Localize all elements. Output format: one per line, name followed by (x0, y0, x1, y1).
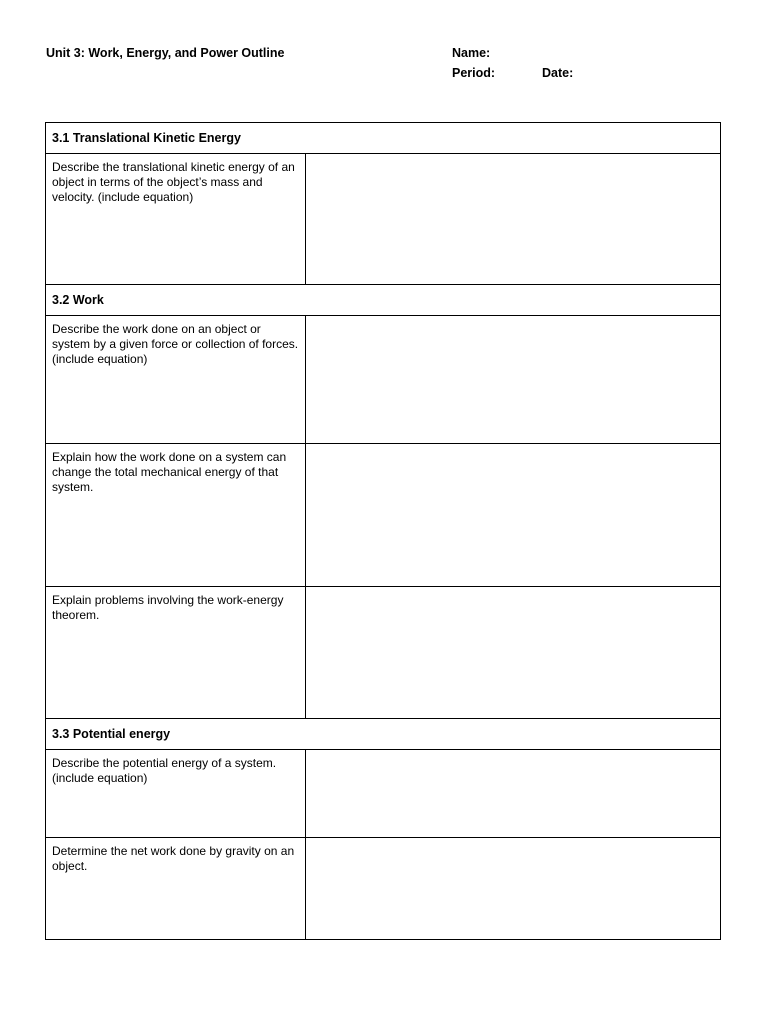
table-row (46, 587, 721, 719)
table-row (46, 838, 721, 940)
section-header-row (46, 285, 721, 316)
prompt-cell: Describe the potential energy of a system. (include equation) (46, 750, 306, 838)
section-header-row (46, 123, 721, 154)
answer-cell[interactable] (306, 750, 721, 838)
section-heading: 3.2 Work (46, 285, 721, 316)
section-heading: 3.3 Potential energy (46, 719, 721, 750)
prompt-cell: Explain how the work done on a system can change the total mechanical energy of that system. (46, 444, 306, 587)
answer-cell[interactable] (306, 316, 721, 444)
name-label: Name: (452, 46, 491, 60)
section-header-row (46, 719, 721, 750)
prompt-cell: Explain problems involving the work-energy theorem. (46, 587, 306, 719)
table-row (46, 750, 721, 838)
answer-cell[interactable] (306, 154, 721, 285)
answer-cell[interactable] (306, 444, 721, 587)
answer-cell[interactable] (306, 587, 721, 719)
table-row (46, 316, 721, 444)
prompt-cell: Describe the work done on an object or system by a given force or collection of forces. (include equation) (46, 316, 306, 444)
document-title: Unit 3: Work, Energy, and Power Outline (46, 46, 285, 60)
section-heading: 3.1 Translational Kinetic Energy (46, 123, 721, 154)
outline-table (45, 122, 721, 940)
date-label: Date: (542, 66, 574, 80)
table-row (46, 154, 721, 285)
prompt-cell: Describe the translational kinetic energy of an object in terms of the object’s mass and velocity. (include equation) (46, 154, 306, 285)
answer-cell[interactable] (306, 838, 721, 940)
prompt-cell: Determine the net work done by gravity on an object. (46, 838, 306, 940)
table-row (46, 444, 721, 587)
period-label: Period: (452, 66, 496, 80)
